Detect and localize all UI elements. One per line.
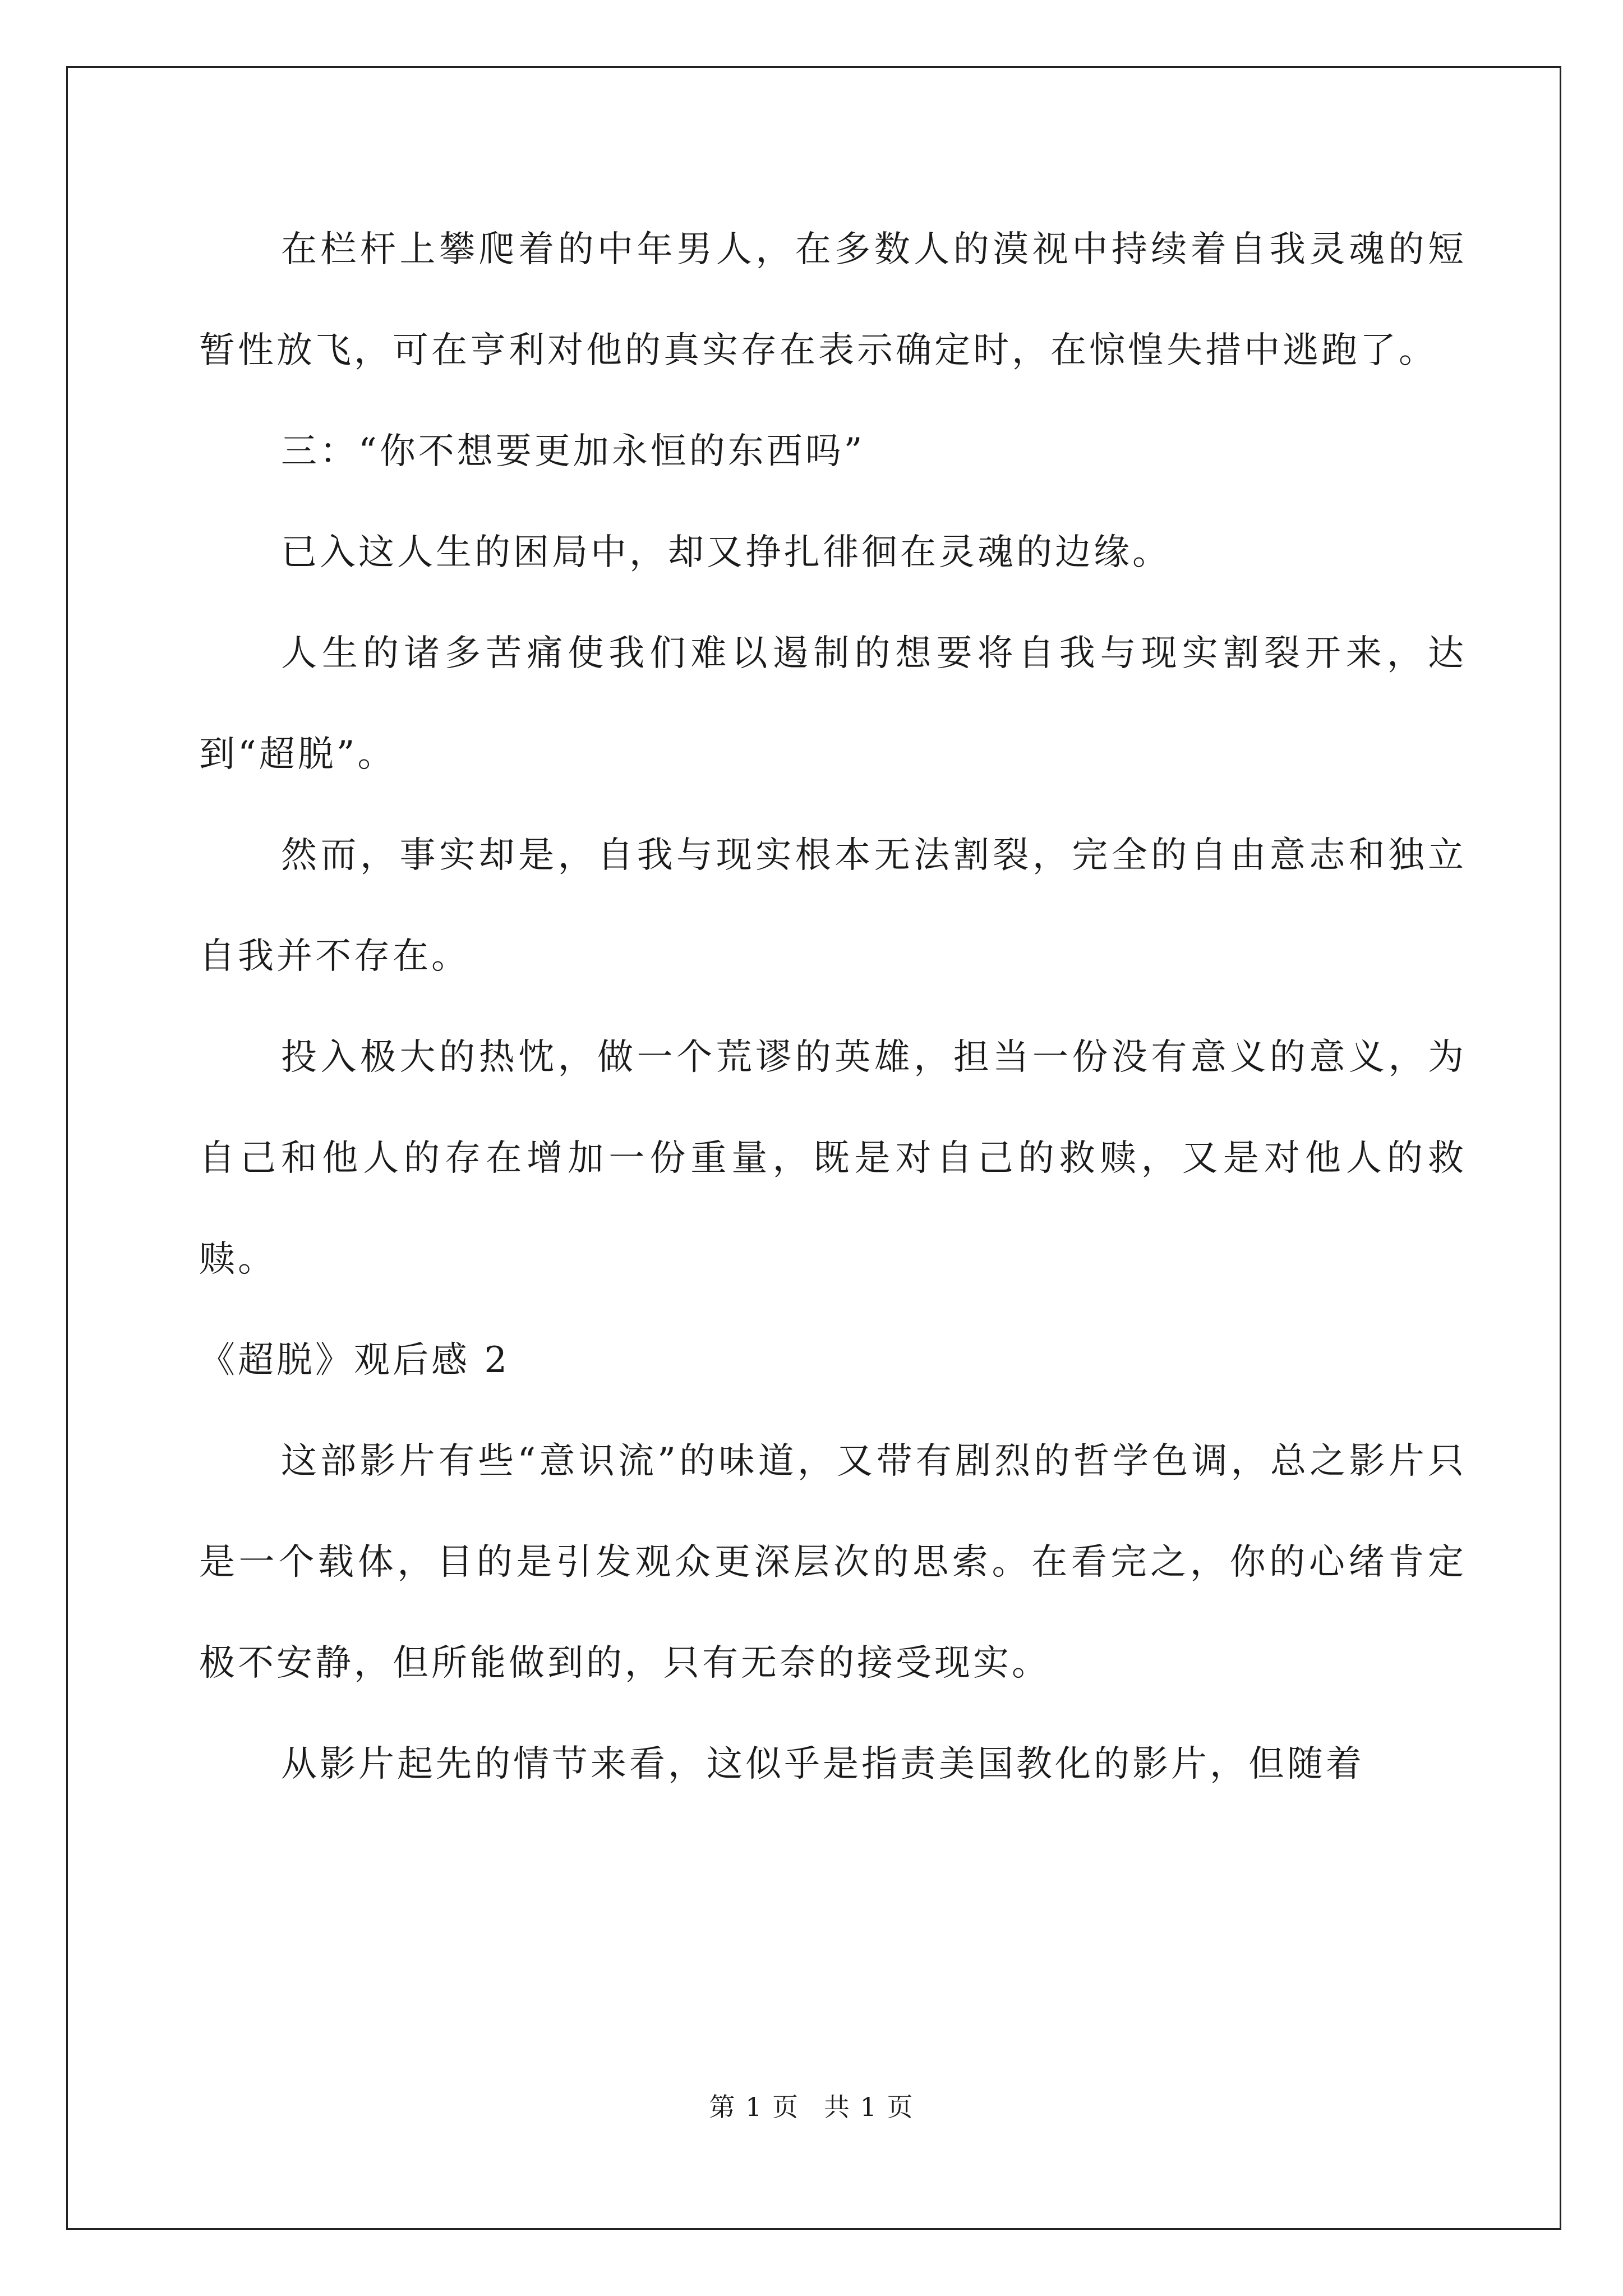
section-subheading: 三：“你不想要更加永恒的东西吗” — [281, 431, 865, 472]
page-total: 共 1 页 — [824, 2092, 914, 2122]
paragraph: 投入极大的热忱，做一个荒谬的英雄，担当一份没有意义的意义，为自己和他人的存在增加一份重量，既是对自己的救赎，又是对他人的救赎。 — [199, 1037, 1467, 1280]
section-title: 《超脱》观后感 2 — [199, 1340, 510, 1381]
paragraph: 人生的诸多苦痛使我们难以遏制的想要将自我与现实割裂开来，达到“超脱”。 — [199, 633, 1467, 775]
paragraph: 这部影片有些“意识流”的味道，又带有剧烈的哲学色调，总之影片只是一个载体，目的是引发观众更深层次的思索。在看完之，你的心绪肯定极不安静，但所能做到的，只有无奈的接受现实。 — [199, 1441, 1467, 1684]
page-footer — [0, 2087, 1623, 2124]
document-body — [199, 199, 1467, 1815]
paragraph: 在栏杆上攀爬着的中年男人，在多数人的漠视中持续着自我灵魂的短暂性放飞，可在亨利对他的真实存在表示确定时，在惊惶失措中逃跑了。 — [199, 229, 1467, 371]
paragraph: 已入这人生的困局中，却又挣扎徘徊在灵魂的边缘。 — [281, 532, 1171, 573]
paragraph: 从影片起先的情节来看，这似乎是指责美国教化的影片，但随着 — [281, 1743, 1364, 1785]
page-number: 第 1 页 — [709, 2092, 799, 2122]
paragraph: 然而，事实却是，自我与现实根本无法割裂，完全的自由意志和独立自我并不存在。 — [199, 835, 1467, 977]
